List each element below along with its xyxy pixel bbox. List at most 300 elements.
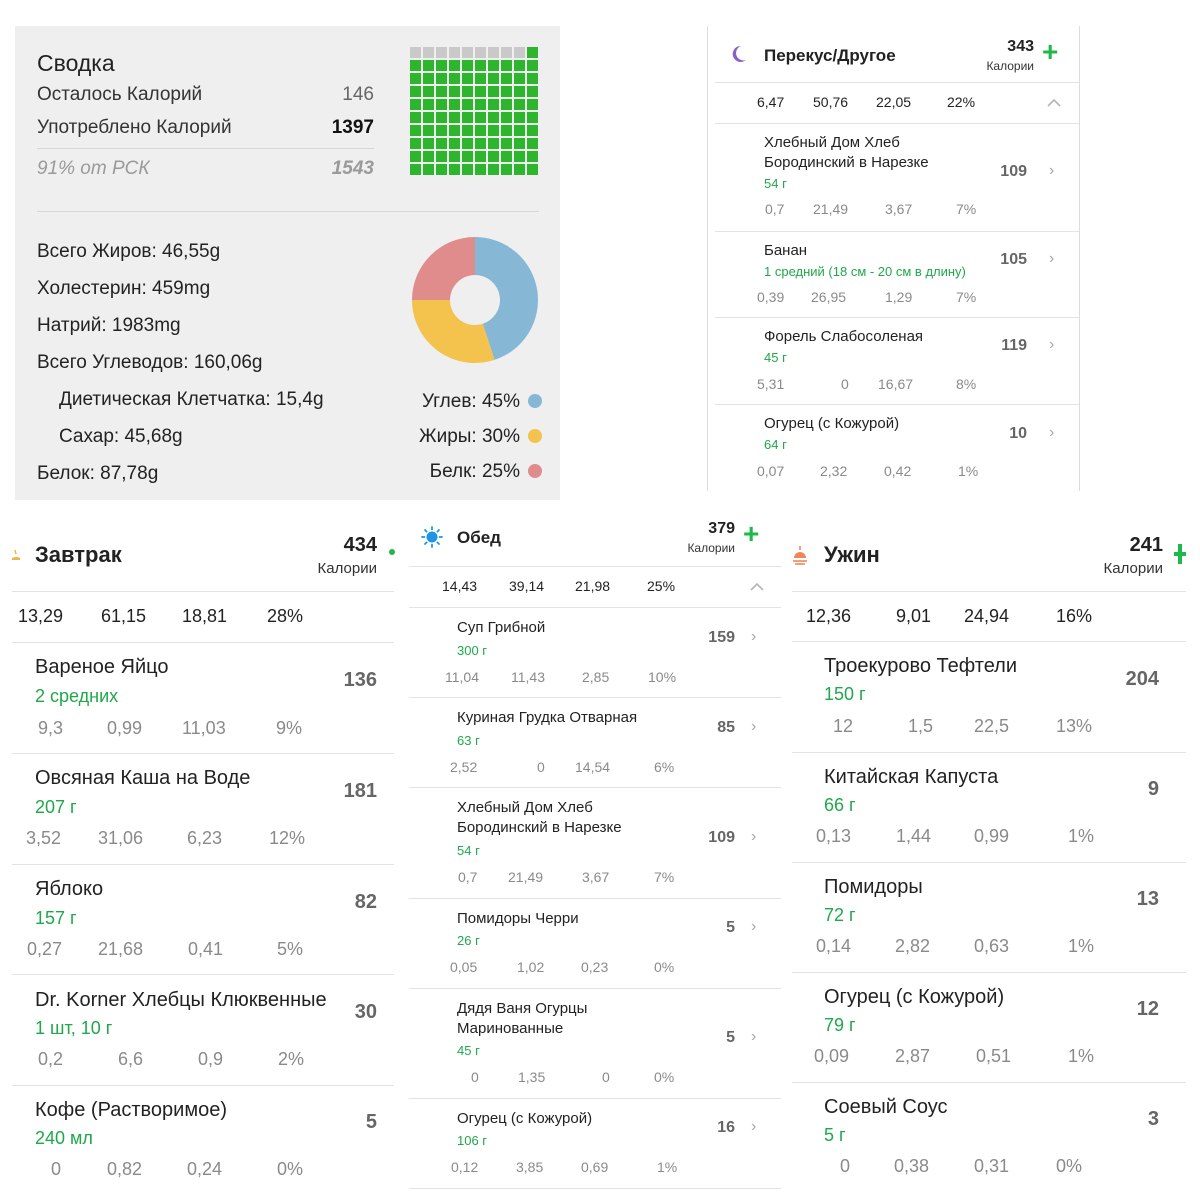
summary-divider [37, 148, 374, 149]
add-breakfast-button[interactable] [389, 549, 395, 555]
food-percent: 1% [958, 463, 979, 479]
snack-total-protein: 22,05 [876, 94, 912, 110]
breakfast-panel [12, 518, 394, 1200]
summary-title: Сводка [37, 50, 115, 76]
legend-fat [419, 426, 542, 448]
chevron-right-icon: › [751, 718, 757, 735]
food-percent: 0% [277, 1159, 304, 1179]
food-serving: 150 г [824, 684, 866, 704]
waffle-cell [410, 125, 421, 136]
dinner-calories: 241 [1129, 534, 1163, 556]
food-protein: 0,99 [974, 826, 1010, 846]
food-fat: 5,31 [757, 376, 785, 392]
breakfast-total-fat: 13,29 [18, 606, 64, 626]
sun-icon [421, 526, 443, 548]
food-serving: 157 г [35, 908, 77, 928]
food-serving: 240 мл [35, 1128, 93, 1148]
food-carbs: 0,99 [107, 718, 143, 738]
waffle-cell [501, 151, 512, 162]
waffle-cell [488, 125, 499, 136]
food-protein: 6,23 [187, 828, 223, 848]
food-serving: 2 средних [35, 686, 119, 706]
food-carbs: 6,6 [118, 1049, 144, 1069]
food-fat: 12 [833, 716, 854, 736]
food-calories: 5 [365, 1111, 377, 1133]
waffle-cell [527, 125, 538, 136]
lunch-calories: 379 [708, 520, 735, 537]
waffle-cell [449, 151, 460, 162]
food-item[interactable] [792, 973, 1186, 1083]
carbs-dot-icon [528, 394, 542, 408]
waffle-cell [449, 86, 460, 97]
consumed-calories-value: 1397 [331, 117, 374, 138]
food-carbs: 21,49 [508, 869, 544, 885]
breakfast-total-carbs: 61,15 [101, 606, 147, 626]
food-item[interactable] [405, 698, 781, 788]
food-fat: 11,04 [445, 669, 479, 685]
food-protein: 0,51 [976, 1046, 1012, 1066]
waffle-cell [514, 125, 525, 136]
chevron-right-icon: › [751, 918, 757, 935]
food-name: Овсяная Каша на Воде [35, 767, 251, 789]
waffle-cell [436, 86, 447, 97]
food-serving: 79 г [824, 1015, 856, 1035]
waffle-cell [514, 73, 525, 84]
legend-carbs [422, 391, 542, 413]
waffle-cell [436, 99, 447, 110]
food-protein: 0,69 [581, 1159, 609, 1175]
waffle-cell [514, 164, 525, 175]
cholesterol: Холестерин: 459mg [37, 278, 211, 299]
food-fat: 0,09 [814, 1046, 850, 1066]
waffle-cell [449, 138, 460, 149]
dinner-total-fat: 12,36 [806, 606, 852, 626]
food-percent: 1% [1068, 1046, 1095, 1066]
waffle-cell [488, 47, 499, 58]
total-carbs: Всего Углеводов: 160,06g [37, 352, 263, 373]
waffle-cell [475, 112, 486, 123]
food-fat: 3,52 [26, 828, 62, 848]
food-name: Огурец (с Кожурой) [457, 1110, 593, 1127]
waffle-cell [488, 99, 499, 110]
food-serving: 72 г [824, 905, 856, 925]
waffle-cell [449, 73, 460, 84]
food-serving: 54 г [764, 176, 787, 191]
food-serving: 45 г [457, 1043, 480, 1058]
food-percent: 1% [1068, 936, 1095, 956]
food-carbs: 1,44 [896, 826, 932, 846]
waffle-cell [449, 112, 460, 123]
food-item[interactable] [707, 405, 1079, 491]
waffle-cell [527, 86, 538, 97]
snack-calories-label: Калории [986, 59, 1034, 73]
food-carbs: 2,32 [820, 463, 848, 479]
food-calories: 109 [708, 829, 735, 846]
food-calories: 82 [354, 891, 377, 913]
food-fat: 0,39 [757, 289, 785, 305]
waffle-cell [410, 138, 421, 149]
waffle-cell [475, 151, 486, 162]
waffle-cell [501, 125, 512, 136]
food-fat: 0,14 [816, 936, 852, 956]
sodium: Натрий: 1983mg [37, 315, 181, 336]
lunch-total-percent: 25% [647, 578, 676, 594]
divider [409, 1188, 781, 1189]
waffle-cell [527, 164, 538, 175]
food-protein: 0,41 [188, 939, 224, 959]
waffle-cell [527, 99, 538, 110]
waffle-cell [501, 99, 512, 110]
food-percent: 7% [956, 201, 977, 217]
food-protein: 3,67 [582, 869, 610, 885]
donut-slice-fat [412, 300, 494, 363]
donut-slice-protein [412, 237, 475, 300]
food-item[interactable] [12, 975, 394, 1085]
protein: Белок: 87,78g [37, 463, 159, 484]
waffle-cell [423, 60, 434, 71]
divider [792, 591, 1186, 592]
dinner-title: Ужин [824, 542, 880, 567]
snack-calories: 343 [1007, 38, 1034, 55]
waffle-cell [488, 60, 499, 71]
legend-carbs-label: Углев: 45% [421, 391, 520, 412]
sugar: Сахар: 45,68g [59, 426, 183, 447]
chevron-right-icon: › [1049, 336, 1055, 353]
waffle-cell [475, 164, 486, 175]
chevron-right-icon: › [1049, 424, 1055, 441]
food-serving: 26 г [457, 933, 480, 948]
waffle-cell [410, 73, 421, 84]
panel-border [1079, 26, 1080, 491]
waffle-cell [514, 47, 525, 58]
dinner-calories-label: Калории [1103, 560, 1163, 577]
food-serving: 54 г [457, 843, 480, 858]
moon-icon [731, 45, 747, 63]
protein-dot-icon [528, 464, 542, 478]
food-protein: 0,42 [884, 463, 912, 479]
food-item[interactable] [405, 989, 781, 1099]
add-dinner-button[interactable] [1174, 542, 1186, 566]
remaining-calories-row [37, 84, 374, 106]
food-name: Хлебный Дом Хлеб Бородинский в Нарезке [457, 799, 622, 836]
add-lunch-button[interactable]: + [743, 518, 760, 549]
waffle-cell [501, 60, 512, 71]
food-protein: 0 [602, 1069, 610, 1085]
food-serving: 1 средний (18 см - 20 см в длину) [764, 264, 966, 279]
summary-card [15, 26, 560, 500]
waffle-cell [475, 99, 486, 110]
waffle-cell [488, 151, 499, 162]
snack-total-percent: 22% [947, 94, 976, 110]
waffle-cell [410, 164, 421, 175]
lunch-calories-label: Калории [687, 541, 735, 555]
food-item[interactable] [792, 1083, 1186, 1193]
waffle-cell [462, 60, 473, 71]
food-carbs: 1,5 [908, 716, 934, 736]
food-calories: 181 [343, 780, 377, 802]
food-percent: 0% [654, 959, 675, 975]
food-protein: 2,85 [582, 669, 610, 685]
waffle-cell [449, 60, 460, 71]
waffle-cell [436, 164, 447, 175]
food-fat: 0,13 [816, 826, 852, 846]
waffle-cell [410, 86, 421, 97]
breakfast-calories: 434 [343, 534, 377, 556]
food-carbs: 0 [537, 759, 545, 775]
food-calories: 5 [726, 1029, 735, 1046]
waffle-cell [423, 125, 434, 136]
food-name: Куриная Грудка Отварная [457, 709, 638, 726]
food-percent: 10% [648, 669, 677, 685]
food-calories: 12 [1136, 998, 1159, 1020]
food-item[interactable] [12, 643, 394, 753]
food-name: Соевый Соус [824, 1096, 948, 1118]
food-name: Помидоры Черри [457, 910, 579, 927]
waffle-cell [488, 73, 499, 84]
waffle-cell [436, 151, 447, 162]
food-item[interactable] [792, 753, 1186, 863]
waffle-cell [449, 125, 460, 136]
food-serving: 106 г [457, 1133, 488, 1148]
food-name: Помидоры [824, 876, 923, 898]
food-fat: 0 [840, 1156, 851, 1176]
waffle-cell [462, 151, 473, 162]
food-serving: 300 г [457, 643, 488, 658]
remaining-calories-label: Осталось Калорий [37, 84, 203, 105]
food-item[interactable] [405, 608, 781, 698]
food-percent: 2% [278, 1049, 305, 1069]
food-fat: 0,7 [458, 869, 478, 885]
waffle-cell [462, 125, 473, 136]
dietary-fiber: Диетическая Клетчатка: 15,4g [59, 389, 324, 410]
food-name: Яблоко [35, 878, 104, 900]
food-name: Кофе (Растворимое) [35, 1099, 228, 1121]
waffle-cell [410, 151, 421, 162]
food-percent: 9% [276, 718, 303, 738]
food-item[interactable] [707, 318, 1079, 404]
waffle-cell [436, 138, 447, 149]
waffle-cell [475, 60, 486, 71]
food-protein: 11,03 [182, 718, 226, 738]
food-fat: 0,2 [38, 1049, 64, 1069]
consumed-calories-label: Употреблено Калорий [37, 117, 232, 138]
food-calories: 109 [1000, 163, 1027, 180]
food-item[interactable] [405, 1099, 781, 1189]
waffle-cell [423, 151, 434, 162]
food-serving: 63 г [457, 733, 480, 748]
waffle-cell [436, 47, 447, 58]
waffle-cell [475, 138, 486, 149]
food-carbs: 0,38 [894, 1156, 930, 1176]
waffle-cell [436, 60, 447, 71]
food-fat: 0 [51, 1159, 62, 1179]
waffle-cell [462, 99, 473, 110]
food-carbs: 11,43 [511, 669, 545, 685]
food-item[interactable] [12, 1086, 394, 1196]
waffle-cell [449, 47, 460, 58]
lunch-panel [405, 512, 781, 1200]
food-calories: 3 [1147, 1108, 1159, 1130]
food-protein: 0,9 [198, 1049, 224, 1069]
legend-protein-label: Белк: 25% [429, 461, 520, 482]
waffle-cell [462, 164, 473, 175]
food-fat: 0 [471, 1069, 479, 1085]
waffle-cell [514, 86, 525, 97]
rsk-label: 91% от РСК [37, 158, 150, 179]
food-name: Китайская Капуста [824, 766, 999, 788]
food-item[interactable] [12, 865, 394, 975]
food-serving: 66 г [824, 795, 856, 815]
calorie-waffle-chart [410, 47, 540, 177]
chevron-right-icon: › [751, 628, 757, 645]
food-item[interactable] [792, 642, 1186, 752]
collapse-chevron-icon[interactable] [1047, 98, 1061, 108]
food-carbs: 21,49 [813, 201, 849, 217]
food-name: Огурец (с Кожурой) [824, 986, 1005, 1008]
snack-total-carbs: 50,76 [813, 94, 849, 110]
waffle-cell [423, 112, 434, 123]
food-percent: 8% [956, 376, 977, 392]
macro-donut-chart [412, 237, 538, 363]
food-serving: 45 г [764, 350, 787, 365]
food-item[interactable] [707, 232, 1079, 318]
dinner-total-protein: 24,94 [964, 606, 1010, 626]
collapse-chevron-icon[interactable] [750, 582, 764, 592]
food-protein: 1,29 [885, 289, 913, 305]
waffle-cell [449, 99, 460, 110]
food-carbs: 1,35 [518, 1069, 546, 1085]
waffle-cell [423, 86, 434, 97]
food-percent: 5% [277, 939, 304, 959]
food-carbs: 3,85 [516, 1159, 544, 1175]
waffle-cell [527, 47, 538, 58]
food-percent: 12% [269, 828, 306, 848]
waffle-cell [475, 86, 486, 97]
food-item[interactable] [707, 124, 1079, 217]
food-calories: 9 [1147, 778, 1159, 800]
food-item[interactable] [792, 863, 1186, 973]
food-protein: 0,23 [581, 959, 609, 975]
chevron-right-icon: › [1049, 250, 1055, 267]
food-protein: 14,54 [575, 759, 611, 775]
waffle-cell [501, 86, 512, 97]
chevron-right-icon: › [751, 1118, 757, 1135]
breakfast-total-protein: 18,81 [182, 606, 228, 626]
food-fat: 0,07 [757, 463, 785, 479]
food-serving: 1 шт, 10 г [35, 1018, 113, 1038]
waffle-cell [514, 138, 525, 149]
waffle-cell [488, 112, 499, 123]
waffle-cell [410, 99, 421, 110]
waffle-cell [423, 138, 434, 149]
waffle-cell [514, 99, 525, 110]
waffle-cell [527, 112, 538, 123]
food-name: Огурец (с Кожурой) [764, 415, 900, 432]
food-fat: 0,12 [451, 1159, 479, 1175]
waffle-cell [527, 60, 538, 71]
food-calories: 10 [1009, 425, 1027, 442]
waffle-cell [436, 112, 447, 123]
food-calories: 30 [354, 1001, 377, 1023]
waffle-cell [527, 138, 538, 149]
food-protein: 0,63 [974, 936, 1010, 956]
food-name: Дядя Ваня Огурцы Маринованные [457, 1000, 588, 1037]
waffle-cell [501, 112, 512, 123]
food-name: Вареное Яйцо [35, 656, 169, 678]
food-item[interactable] [12, 754, 394, 864]
consumed-calories-row [37, 117, 374, 139]
food-serving: 64 г [764, 437, 787, 452]
food-carbs: 2,87 [895, 1046, 931, 1066]
waffle-cell [488, 164, 499, 175]
food-calories: 16 [717, 1119, 735, 1136]
food-item[interactable] [405, 788, 781, 898]
food-protein: 0,24 [187, 1159, 223, 1179]
food-protein: 22,5 [974, 716, 1010, 736]
rsk-row [37, 158, 374, 180]
breakfast-title: Завтрак [35, 542, 122, 567]
waffle-cell [423, 99, 434, 110]
divider [715, 82, 1079, 83]
divider [409, 566, 781, 567]
food-protein: 0,31 [974, 1156, 1010, 1176]
waffle-cell [514, 112, 525, 123]
waffle-cell [488, 138, 499, 149]
waffle-cell [410, 47, 421, 58]
total-fat: Всего Жиров: 46,55g [37, 241, 221, 262]
food-name: Форель Слабосоленая [764, 328, 924, 345]
food-percent: 13% [1056, 716, 1093, 736]
waffle-cell [462, 138, 473, 149]
remaining-calories-value: 146 [342, 84, 374, 105]
chevron-right-icon: › [751, 1028, 757, 1045]
food-carbs: 1,02 [517, 959, 545, 975]
waffle-cell [423, 73, 434, 84]
waffle-cell [410, 60, 421, 71]
waffle-cell [475, 47, 486, 58]
rsk-value: 1543 [331, 158, 374, 179]
waffle-cell [501, 73, 512, 84]
lunch-title: Обед [457, 528, 501, 547]
summary-divider-2 [37, 211, 539, 212]
waffle-cell [514, 151, 525, 162]
waffle-cell [449, 164, 460, 175]
dinner-total-carbs: 9,01 [896, 606, 932, 626]
food-calories: 85 [717, 719, 735, 736]
sunrise-icon [12, 544, 20, 566]
legend-protein [430, 461, 542, 483]
waffle-cell [436, 73, 447, 84]
food-fat: 0,27 [27, 939, 63, 959]
lunch-total-protein: 21,98 [575, 578, 611, 594]
lunch-total-fat: 14,43 [442, 578, 478, 594]
food-carbs: 31,06 [98, 828, 144, 848]
food-calories: 5 [726, 919, 735, 936]
chevron-right-icon: › [751, 828, 757, 845]
sunset-icon [792, 544, 808, 566]
food-name: Суп Грибной [457, 619, 546, 636]
breakfast-calories-label: Калории [317, 560, 377, 577]
food-item[interactable] [405, 899, 781, 989]
add-snack-button[interactable]: + [1042, 36, 1059, 67]
waffle-cell [488, 86, 499, 97]
food-fat: 0,7 [765, 201, 785, 217]
legend-fat-label: Жиры: 30% [419, 426, 520, 447]
food-calories: 13 [1136, 888, 1159, 910]
food-percent: 1% [1068, 826, 1095, 846]
waffle-cell [462, 47, 473, 58]
waffle-cell [527, 151, 538, 162]
